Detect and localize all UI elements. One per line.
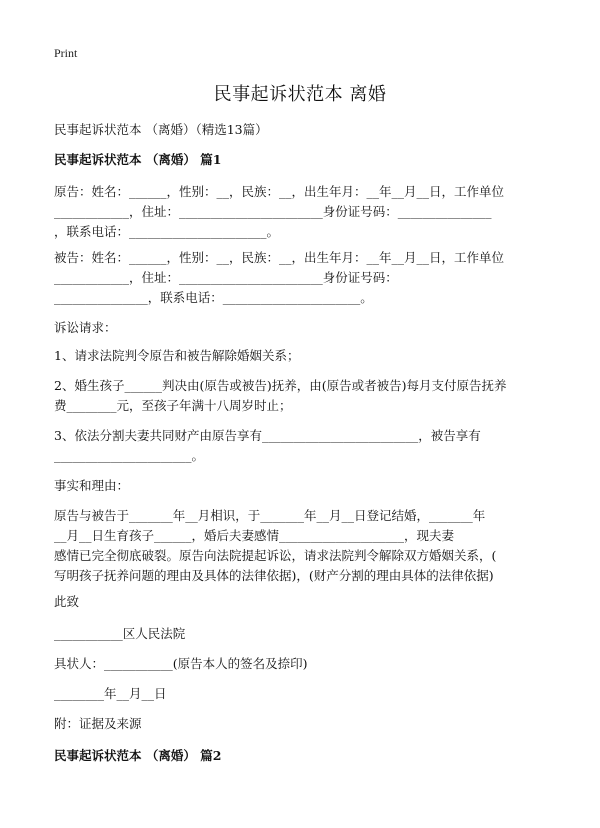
claim-item-1: 1、请求法院判令原告和被告解除婚姻关系； <box>54 348 300 363</box>
attachment-line: 附：证据及来源 <box>54 716 142 731</box>
defendant-line-3: _______________，联系电话：______________________。 <box>54 290 373 305</box>
section-heading-2: 民事起诉状范本 （离婚） 篇2 <box>54 748 222 763</box>
facts-line-1: 原告与被告于_______年__月相识，于_______年__月__日登记结婚，_______年 <box>54 508 486 523</box>
plaintiff-line-3: ，联系电话：______________________。 <box>54 224 280 239</box>
plaintiff-line-1: 原告：姓名：______，性别：__，民族：__，出生年月：__年__月__日，工作单位 <box>54 184 505 199</box>
document-subtitle: 民事起诉状范本 （离婚）（精选13篇） <box>54 122 268 137</box>
salutation: 此致 <box>54 594 80 609</box>
plaintiff-line-2: ____________，住址：_______________________身份证号码：_______________ <box>54 204 492 219</box>
section-heading-1: 民事起诉状范本 （离婚） 篇1 <box>54 152 222 167</box>
defendant-line-2: ____________，住址：_______________________身份证号码： <box>54 270 398 285</box>
claim-item-2-line-2: 费________元，至孩子年满十八周岁时止； <box>54 398 292 413</box>
print-label[interactable]: Print <box>54 46 78 60</box>
court-line: ___________区人民法院 <box>54 626 186 641</box>
claim-item-3-line-1: 3、依法分割夫妻共同财产由原告享有_________________________，被告享有 <box>54 428 481 443</box>
claim-item-3-line-2: ______________________。 <box>54 448 205 463</box>
document-title: 民事起诉状范本 离婚 <box>213 84 387 105</box>
claim-item-2-line-1: 2、婚生孩子______判决由(原告或被告)抚养，由(原告或者被告)每月支付原告抚养 <box>54 378 507 393</box>
facts-heading: 事实和理由： <box>54 478 130 493</box>
facts-line-2: __月__日生育孩子______，婚后夫妻感情____________________，现夫妻 <box>54 528 455 543</box>
signer-line: 具状人：___________(原告本人的签名及捺印) <box>54 656 308 671</box>
facts-line-3: 感情已完全彻底破裂。原告向法院提起诉讼，请求法院判令解除双方婚姻关系，( <box>54 548 497 563</box>
claims-heading: 诉讼请求： <box>54 320 117 335</box>
date-line: ________年__月__日 <box>54 686 167 701</box>
defendant-line-1: 被告：姓名：______，性别：__，民族：__，出生年月：__年__月__日，工作单位 <box>54 250 505 265</box>
facts-line-4: 写明孩子抚养问题的理由及具体的法律依据)，(财产分割的理由具体的法律依据) <box>54 568 494 583</box>
